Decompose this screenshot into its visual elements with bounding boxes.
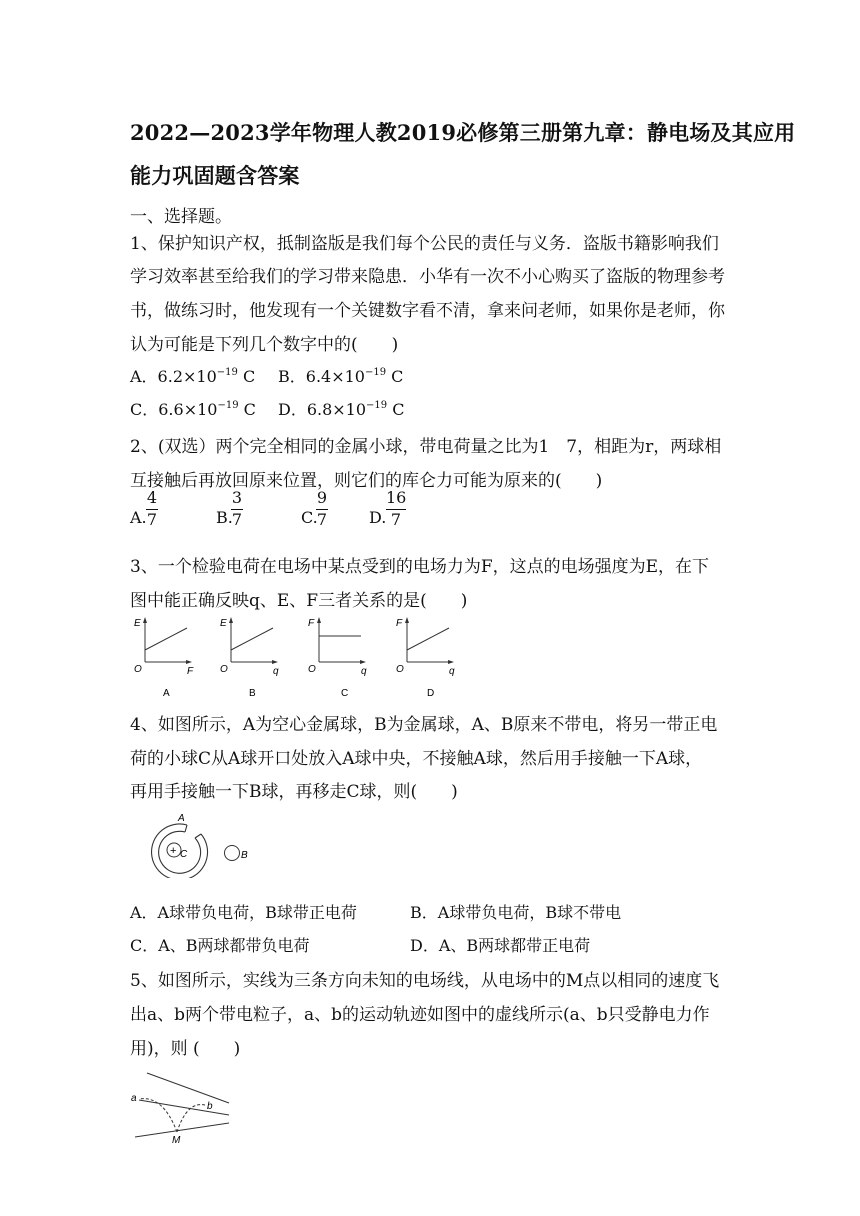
q3-graph-b-origin: O	[220, 664, 228, 675]
title-line-2: 能力巩固题含答案	[130, 163, 300, 188]
q4-label-b: B	[241, 850, 248, 861]
q3-graph-b-caption: B	[249, 688, 256, 699]
q4-ball-b	[225, 846, 240, 861]
section-heading: 一、选择题。	[130, 207, 232, 227]
q2-option-c-label: C.	[301, 508, 318, 527]
q3-graph-c-y-label: F	[308, 618, 315, 629]
document-page: 2022—2023学年物理人教2019必修第三册第九章：静电场及其应用 能力巩固题含答案 一、选择题。 1、保护知识产权，抵制盗版是我们每个公民的责任与义务．盗版书籍影响我们 学习效率甚至给我们的学习带来隐患．小华有一次不小心购买了盗版的物理参考 书，做练习时，他发现有一个关键数字看不清，拿来问老师，如果你是老师，你 认为可能是下列几个数字中的( ) A．$6.2\times 10^{-19}$ C B．$6.4\times 10^{-19}$ C C．$6.6\times 10^{-19}$ C D．$6.8\times 10^{-19}$ C 2、(双选）两个完全相同的金属小球，带电荷量之比为1 7，相距为r，两球相 互接触后再放回原来位置，则它们的库仑力可能为原来的( ) A. 4 7 B. 3 7 C. 9 7 D. 16 7 3、一个检验电荷在电场中某点受到的电场力为F，这点的电场强度为E，在下 图中能正确反映q、E、F三者关系的是( ) E F O A E q O B F q O C F q O D 4、如图所示，A为空心金属球，B为金属球，A、B原来不带电，将另一带正电 荷的小球C从A球开口处放入A球中央，不接触A球，然后用手接触一下A球， 再用手接触一下B球，再移走C球，则( ) + A C B A．A球带负电荷，B球带正电荷 B．A球带负电荷，B球不带电 C．A、B两球都带负电荷 D．A、B两球都带正电荷 5、如图所示，实线为三条方向未知的电场线，从电场中的M点以相同的速度飞 出a、b两个带电粒子，a、b的运动轨迹如图中的虚线所示(a、b只受静电力作 用)，则 ( ) a b M	[0, 0, 860, 1216]
q1-option-b: B．$6.4\times 10^{-19}$ C	[278, 367, 404, 386]
q3-line-2: 图中能正确反映q、E、F三者关系的是( )	[130, 591, 468, 611]
q3-graph-d-caption: D	[427, 688, 435, 699]
q4-line-3: 再用手接触一下B球，再移走C球，则( )	[130, 782, 458, 802]
q5-trajectory-b	[177, 1105, 205, 1132]
q3-graph-b-x-label: q	[273, 666, 279, 677]
q3-graph-a-x-label: F	[187, 666, 194, 677]
q1-option-d: D．$6.8\times 10^{-19}$ C	[278, 400, 405, 419]
q5-field-line-middle	[139, 1100, 229, 1115]
q3-graph-a-y-label: E	[134, 618, 141, 629]
q4-label-a: A	[178, 813, 185, 824]
q3-graph-a	[134, 617, 194, 699]
q2-line-2: 互接触后再放回原来位置，则它们的库仑力可能为原来的( )	[130, 471, 603, 491]
q3-graph-d-x-label: q	[449, 666, 455, 677]
q5-label-m: M	[172, 1135, 181, 1146]
q5-field-line-bottom	[135, 1123, 229, 1137]
q4-spheres-figure	[135, 808, 265, 878]
q4-label-c: C	[180, 849, 188, 860]
q1-line-2: 学习效率甚至给我们的学习带来隐患．小华有一次不小心购买了盗版的物理参考	[130, 267, 725, 287]
q1-option-a: A．$6.2\times 10^{-19}$ C	[130, 367, 256, 386]
q3-graph-a-caption: A	[163, 688, 170, 699]
q5-line-2: 出a、b两个带电粒子，a、b的运动轨迹如图中的虚线所示(a、b只受静电力作	[130, 1005, 710, 1025]
q5-line-3: 用)，则 ( )	[130, 1039, 241, 1059]
q3-graph-d-y-label: F	[396, 618, 403, 629]
q5-label-b: b	[207, 1101, 213, 1112]
q3-graph-c-x-label: q	[361, 666, 367, 677]
q3-graph-a-origin: O	[134, 664, 142, 675]
q3-graph-c-origin: O	[308, 664, 316, 675]
q2-option-a-label: A.	[130, 508, 147, 527]
q4-option-a: A．A球带负电荷，B球带正电荷	[130, 903, 357, 922]
q3-graph-d	[396, 617, 455, 699]
q4-option-b: B．A球带负电荷，B球不带电	[410, 903, 622, 922]
q5-line-1: 5、如图所示，实线为三条方向未知的电场线，从电场中的M点以相同的速度飞	[130, 971, 720, 991]
q1-option-c: C．$6.6\times 10^{-19}$ C	[130, 400, 256, 419]
q4-option-d: D．A、B两球都带正电荷	[410, 936, 591, 955]
q3-graph-b-y-label: E	[220, 618, 227, 629]
q4-option-c: C．A、B两球都带负电荷	[130, 936, 310, 955]
q3-graph-b	[220, 617, 279, 699]
q4-line-2: 荷的小球C从A球开口处放入A球中央，不接触A球，然后用手接触一下A球，	[130, 749, 703, 769]
q5-label-a: a	[131, 1093, 137, 1104]
q1-line-1: 1、保护知识产权，抵制盗版是我们每个公民的责任与义务．盗版书籍影响我们	[130, 234, 719, 254]
q5-field-lines-figure	[125, 1065, 240, 1147]
q2-line-1: 2、(双选）两个完全相同的金属小球，带电荷量之比为1 7，相距为r，两球相	[130, 437, 722, 457]
q4-line-1: 4、如图所示，A为空心金属球，B为金属球，A、B原来不带电，将另一带正电	[130, 715, 718, 735]
q3-graph-d-origin: O	[396, 664, 404, 675]
q1-line-4: 认为可能是下列几个数字中的( )	[130, 335, 399, 355]
q3-line-1: 3、一个检验电荷在电场中某点受到的电场力为F，这点的电场强度为E，在下	[130, 557, 710, 577]
q2-option-d-label: D.	[369, 508, 387, 527]
q5-field-line-top	[147, 1073, 229, 1103]
q3-graph-c-caption: C	[341, 688, 349, 699]
q3-graphs-figure	[125, 612, 475, 702]
q1-line-3: 书，做练习时，他发现有一个关键数字看不清，拿来问老师，如果你是老师，你	[130, 301, 725, 321]
q3-graph-c	[308, 617, 367, 699]
title-line-1: 2022—2023学年物理人教2019必修第三册第九章：静电场及其应用	[130, 120, 796, 145]
q2-option-b-label: B.	[216, 508, 233, 527]
q4-plus-sign: +	[170, 845, 177, 857]
